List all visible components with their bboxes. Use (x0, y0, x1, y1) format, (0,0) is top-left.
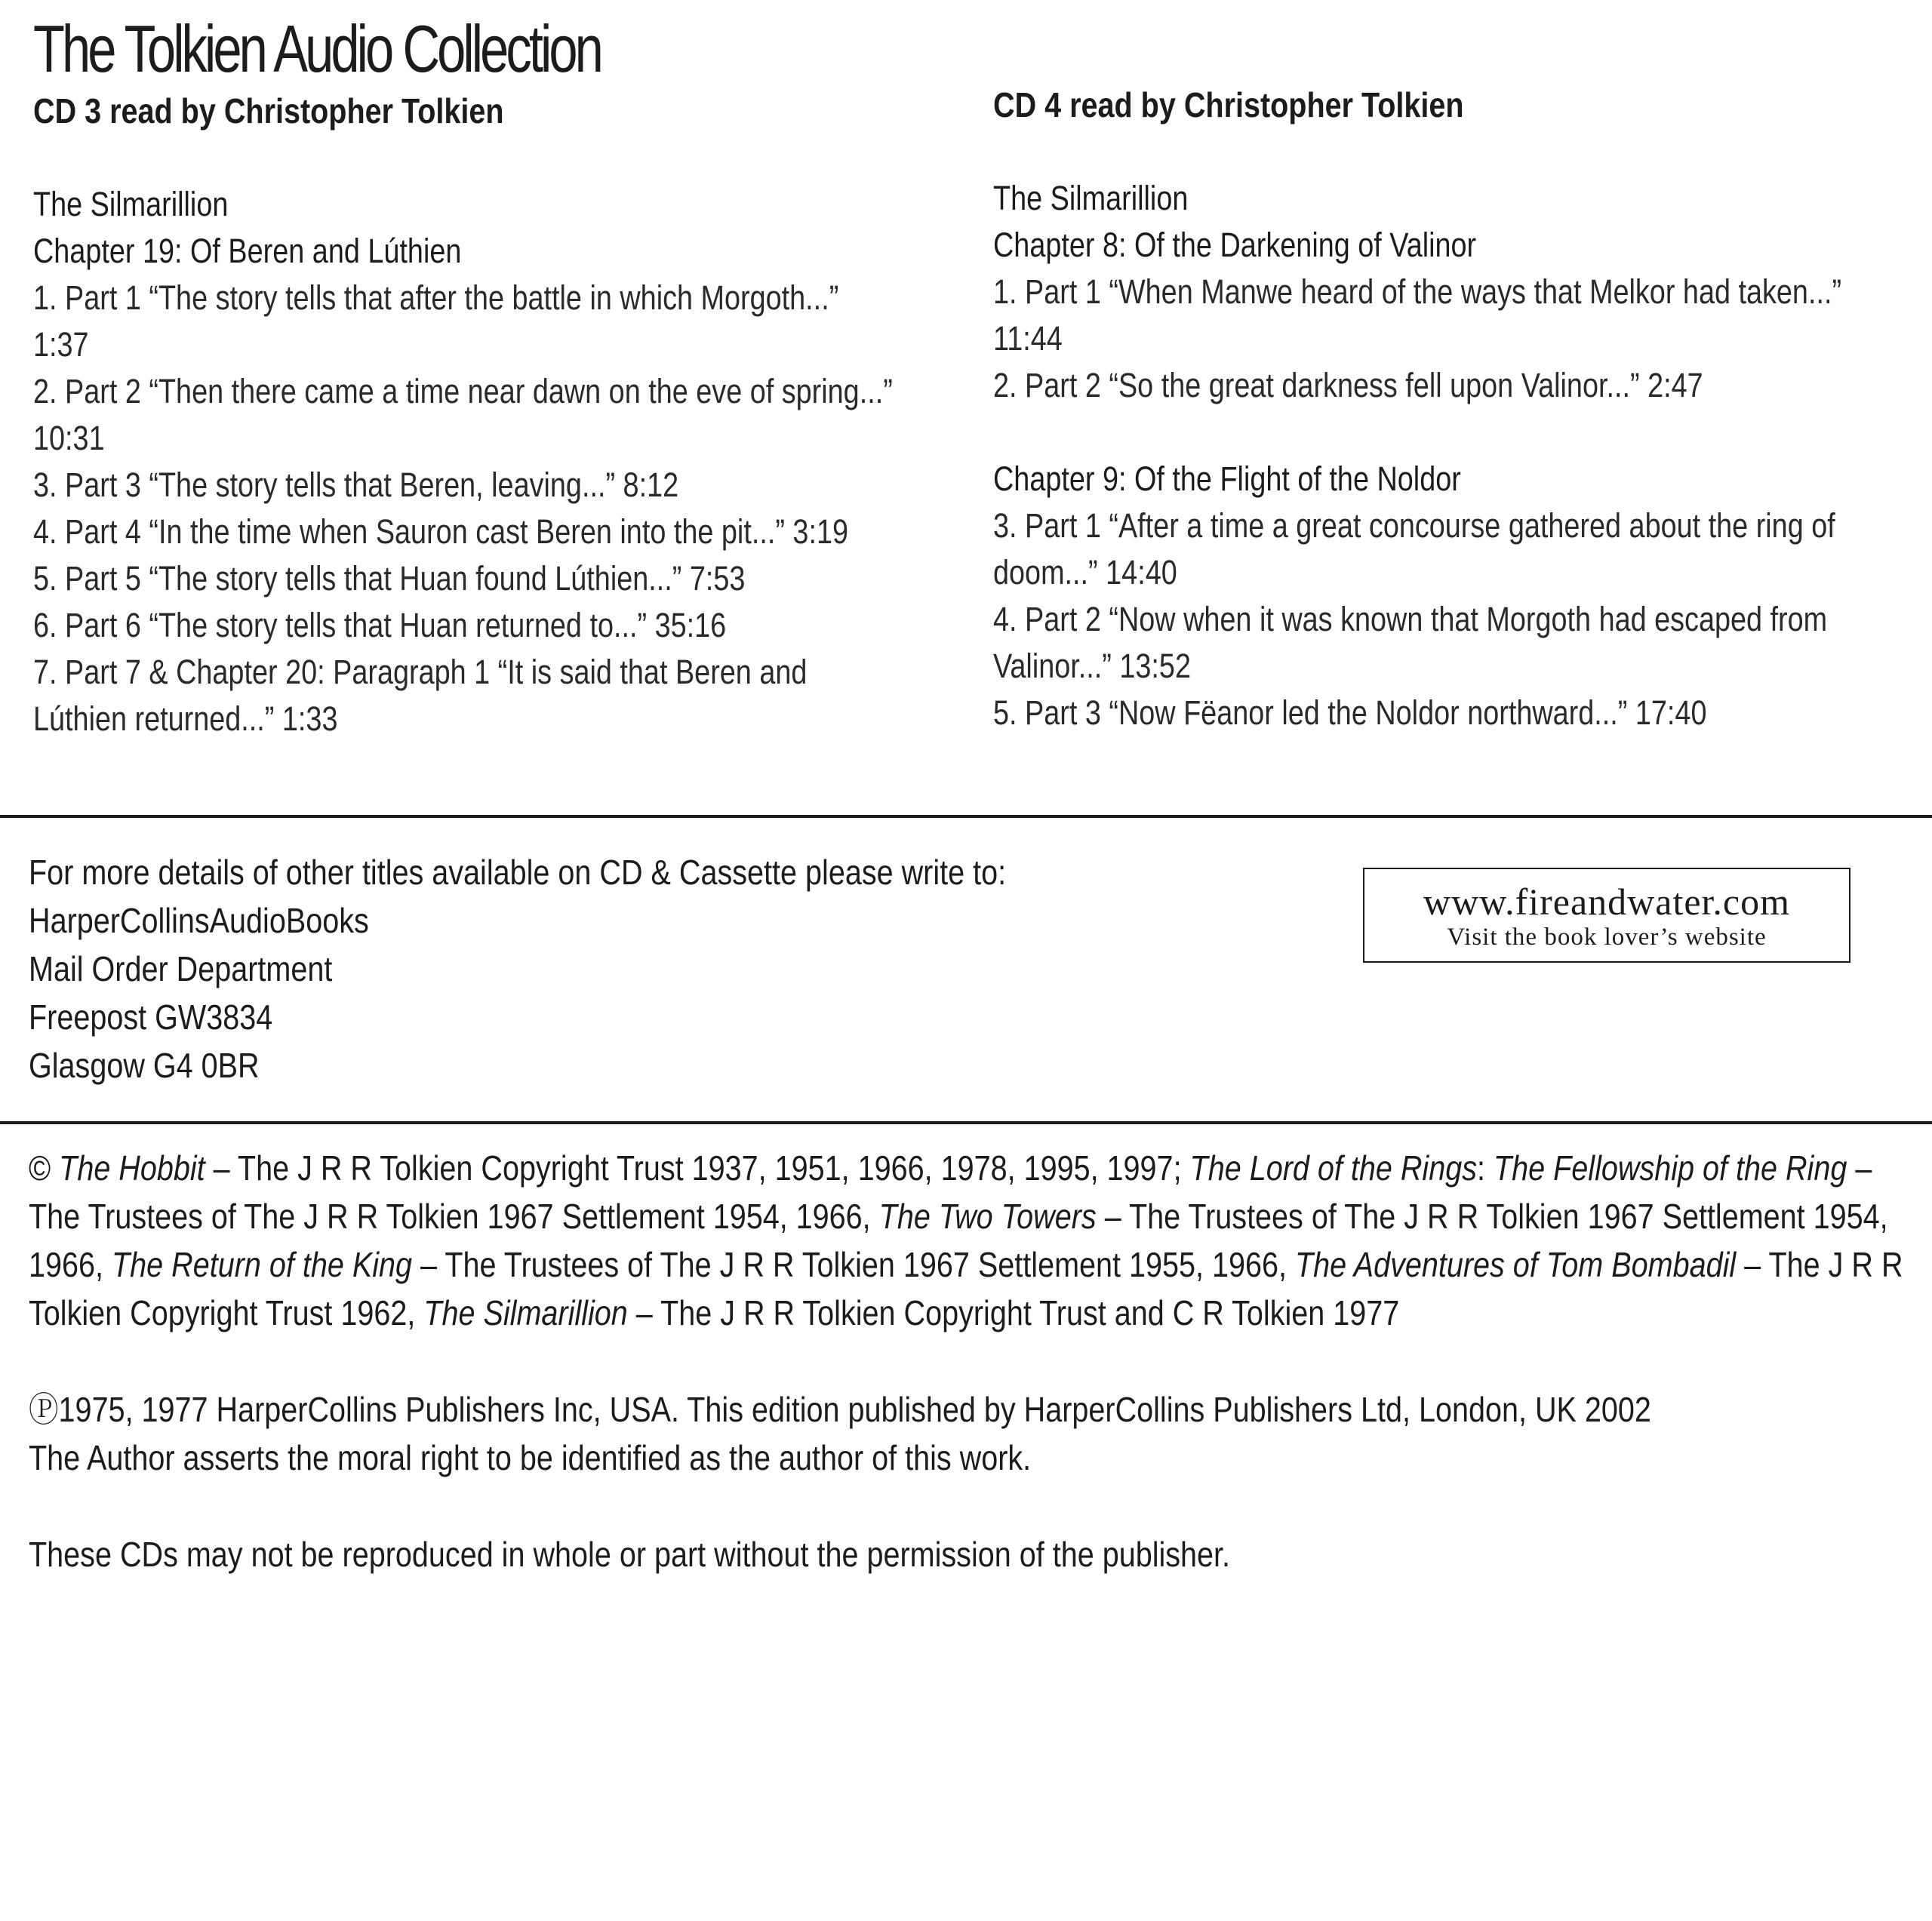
reproduction-notice: These CDs may not be reproduced in whole or part without the permission of the publisher. (29, 1535, 1231, 1574)
track-line: 2. Part 2 “So the great darkness fell upon Valinor...” 2:47 (993, 366, 1703, 404)
cd4-chapter8-title: Chapter 8: Of the Darkening of Valinor (993, 226, 1477, 264)
cd3-track-list (33, 181, 924, 742)
cd3-book-title: The Silmarillion (33, 185, 229, 223)
copyright-notice (29, 1144, 1908, 1578)
cd3-chapter-title: Chapter 19: Of Beren and Lúthien (33, 232, 462, 270)
copyright-text: – The J R R Tolkien Copyright Trust and C R Tolkien 1977 (627, 1293, 1400, 1332)
title-silmarillion: The Silmarillion (423, 1293, 628, 1332)
track-line: 11:44 (993, 319, 1063, 358)
track-line: 5. Part 5 “The story tells that Huan found Lúthien...” 7:53 (33, 559, 746, 598)
track-line: 7. Part 7 & Chapter 20: Paragraph 1 “It is said that Beren and (33, 653, 808, 691)
page-title: The Tolkien Audio Collection (33, 11, 601, 86)
cd4-heading: CD 4 read by Christopher Tolkien (993, 85, 1464, 124)
cd4-track-list (993, 175, 1884, 736)
publishing-line: Ⓟ1975, 1977 HarperCollins Publishers Inc, USA. This edition published by HarperCollins Publishers Ltd, London, UK 2002 (29, 1390, 1651, 1429)
track-line: 10:31 (33, 419, 105, 457)
contact-address (29, 848, 1165, 1090)
address-line: Glasgow G4 0BR (29, 1046, 260, 1085)
copyright-text: – The Trustees of The J R R Tolkien 1967 Settlement 1954, 1966, (29, 1197, 1888, 1284)
cd3-heading: CD 3 read by Christopher Tolkien (33, 91, 504, 131)
track-line: 3. Part 3 “The story tells that Beren, leaving...” 8:12 (33, 466, 679, 504)
website-tagline: Visit the book lover’s website (1447, 924, 1767, 951)
cd4-chapter9-title: Chapter 9: Of the Flight of the Noldor (993, 460, 1461, 498)
address-line: Freepost GW3834 (29, 997, 273, 1037)
title-lotr: The Lord of the Rings (1189, 1148, 1477, 1188)
copyright-paragraph (29, 1144, 1911, 1337)
address-line: Mail Order Department (29, 949, 333, 988)
copyright-text: : (1476, 1148, 1494, 1188)
title-return-king: The Return of the King (111, 1245, 413, 1284)
track-line: 1. Part 1 “When Manwe heard of the ways that Melkor had taken...” (993, 272, 1842, 311)
copyright-text: – The J R R Tolkien Copyright Trust 1962, (29, 1245, 1903, 1332)
moral-rights-line: The Author asserts the moral right to be identified as the author of this work. (29, 1438, 1032, 1477)
website-url[interactable]: www.fireandwater.com (1423, 881, 1790, 923)
track-line: 6. Part 6 “The story tells that Huan returned to...” 35:16 (33, 606, 727, 644)
title-hobbit: The Hobbit (59, 1148, 205, 1188)
track-line: 4. Part 4 “In the time when Sauron cast Beren into the pit...” 3:19 (33, 512, 849, 551)
track-line: Valinor...” 13:52 (993, 647, 1191, 685)
address-line: HarperCollinsAudioBooks (29, 901, 369, 940)
track-line: 5. Part 3 “Now Fëanor led the Noldor northward...” 17:40 (993, 693, 1707, 732)
track-line: 2. Part 2 “Then there came a time near dawn on the eve of spring...” (33, 372, 893, 410)
title-two-towers: The Two Towers (878, 1197, 1097, 1236)
title-tom-bombadil: The Adventures of Tom Bombadil (1294, 1245, 1737, 1284)
copyright-text: – The Trustees of The J R R Tolkien 1967 Settlement 1955, 1966, (412, 1245, 1295, 1284)
track-line: 4. Part 2 “Now when it was known that Morgoth had escaped from (993, 600, 1828, 638)
copyright-text: – The J R R Tolkien Copyright Trust 1937, 1951, 1966, 1978, 1995, 1997; (205, 1148, 1190, 1188)
track-line: 3. Part 1 “After a time a great concourse gathered about the ring of (993, 506, 1835, 545)
section-divider (0, 1121, 1932, 1124)
section-divider (0, 815, 1932, 818)
track-line: 1:37 (33, 325, 89, 364)
track-line: Lúthien returned...” 1:33 (33, 699, 338, 738)
track-line: doom...” 14:40 (993, 553, 1177, 592)
track-line: 1. Part 1 “The story tells that after the battle in which Morgoth...” (33, 278, 839, 317)
website-box (1363, 868, 1850, 963)
title-fellowship: The Fellowship of the Ring (1493, 1148, 1847, 1188)
cd4-book-title: The Silmarillion (993, 179, 1189, 217)
copyright-symbol: © (29, 1148, 51, 1188)
copyright-text: – The Trustees of The J R R Tolkien 1967 Settlement 1954, 1966, (29, 1148, 1872, 1236)
contact-intro: For more details of other titles available on CD & Cassette please write to: (29, 853, 1007, 892)
